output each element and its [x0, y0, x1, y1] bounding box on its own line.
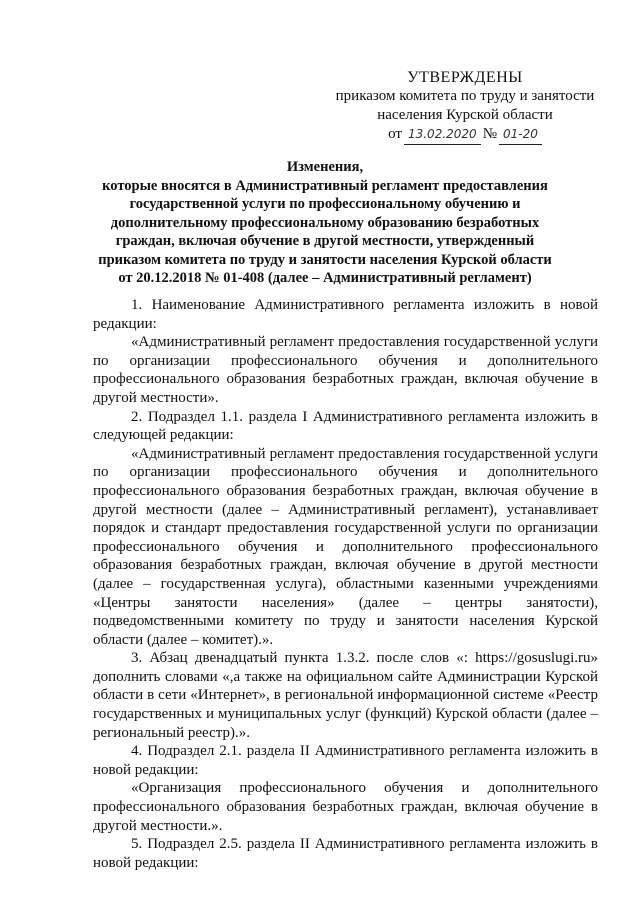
approval-title: УТВЕРЖДЕНЫ — [407, 69, 523, 86]
heading-text: которые вносятся в Административный регламент предоставления государственной услуги по профессиональному обучению и дополнительному профессиональному образованию безработных граждан, включая обучение в другой местности, утвержденный приказом комитета по труду и занятости населения Курской области от 20.12.2018 № 01-408 (далее – Административный регламент) — [98, 177, 552, 286]
heading-title: Изменения, — [286, 159, 364, 175]
paragraph: 5. Подраздел 2.5. раздела II Административного регламента изложить в новой редакции: — [93, 836, 598, 871]
paragraph: 3. Абзац двенадцатый пункта 1.3.2. после слов «: https://gosuslugi.ru» дополнить словами «,а также на официальном сайте Администрации Курской области в сети «Интернет», в региональной информационной системе «Реестр государственных и муниципальных услуг (функций) Курской области (далее – региональный реестр).». — [93, 650, 598, 741]
approval-date-number — [330, 125, 600, 145]
approval-line-1: приказом комитета по труду и занятости — [335, 88, 595, 104]
paragraph: «Административный регламент предоставления государственной услуги по организации профессионального обучения и дополнительного профессионального образования безработных граждан, включая обучение в другой местности (далее – Административный регламент), устанавливает порядок и стандарт предоставления государственной услуги по организации профессионального обучения и дополнительного профессионального образования безработных граждан, включая обучение в другой местности (далее – государственная услуга), областными казенными учреждениями «Центры занятости населения» (далее – центры занятости), подведомственными комитету по труду и занятости населения Курской области (далее – комитет).». — [93, 445, 598, 648]
paragraph: «Организация профессионального обучения и дополнительного профессионального образования безработных граждан, включая обучение в другой местности.». — [93, 780, 598, 834]
number-label: № — [482, 126, 497, 142]
document-body — [93, 296, 598, 872]
document-heading — [90, 158, 560, 288]
from-label: от — [388, 126, 402, 142]
handwritten-number: 01-20 — [499, 125, 542, 145]
paragraph: 4. Подраздел 2.1. раздела II Административного регламента изложить в новой редакции: — [93, 743, 598, 778]
paragraph: «Административный регламент предоставления государственной услуги по организации профессионального обучения и дополнительного профессионального образования безработных граждан, включая обучение в другой местности». — [93, 334, 598, 406]
approval-block — [330, 68, 600, 145]
handwritten-date: 13.02.2020 — [404, 125, 481, 145]
paragraph: 1. Наименование Административного регламента изложить в новой редакции: — [93, 297, 598, 332]
paragraph: 2. Подраздел 1.1. раздела I Административного регламента изложить в следующей редакции: — [93, 408, 598, 444]
approval-line-2: населения Курской области — [377, 107, 553, 123]
